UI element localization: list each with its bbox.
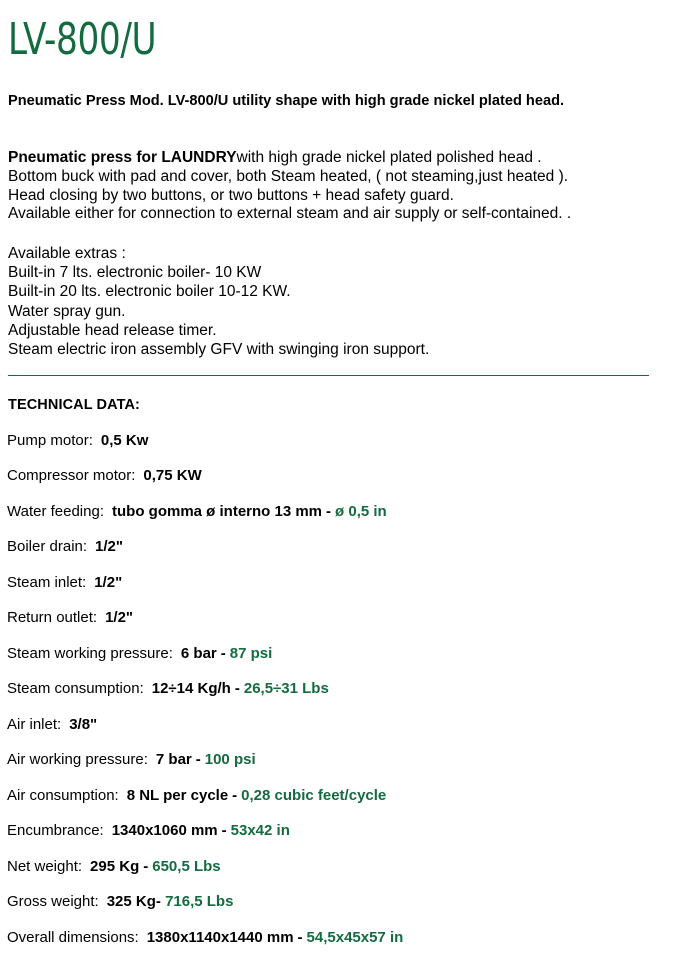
- spec-value: 1/2": [94, 574, 123, 591]
- extras-item: Adjustable head release timer.: [8, 321, 217, 339]
- spec-value: 0,5 Kw: [100, 432, 149, 449]
- spec-boiler-drain: [7, 537, 123, 557]
- spec-steam-working-pressure: [7, 644, 272, 664]
- spec-separator: -: [220, 645, 226, 662]
- spec-imperial: 0,28 cubic feet/cycle: [241, 787, 387, 804]
- spec-label: Air consumption:: [7, 787, 119, 804]
- spec-steam-consumption: [7, 679, 329, 699]
- spec-label: Gross weight:: [7, 893, 99, 910]
- extras-item: Steam electric iron assembly GFV with swinging iron support.: [8, 341, 430, 359]
- spec-air-working-pressure: [7, 750, 256, 770]
- spec-imperial: 54,5x45x57 in: [306, 929, 404, 946]
- spec-label: Steam working pressure:: [7, 645, 173, 662]
- spec-label: Steam consumption:: [7, 680, 144, 697]
- spec-imperial: 716,5 Lbs: [165, 893, 234, 910]
- description-line-4: Available either for connection to external steam and air supply or self-contained. .: [8, 205, 572, 223]
- spec-imperial: 26,5÷31 Lbs: [243, 680, 329, 697]
- spec-air-consumption: [7, 786, 386, 806]
- intro-text: Pneumatic Press Mod. LV-800/U utility shape with high grade nickel plated head.: [8, 93, 565, 109]
- description: [8, 149, 668, 224]
- spec-label: Encumbrance:: [7, 822, 104, 839]
- spec-value: 1/2": [95, 538, 124, 555]
- spec-label: Overall dimensions:: [7, 929, 139, 946]
- spec-separator: -: [326, 503, 332, 520]
- spec-value: 1/2": [105, 609, 134, 626]
- spec-label: Return outlet:: [7, 609, 98, 626]
- spec-pump-motor: [7, 431, 148, 451]
- spec-label: Boiler drain:: [7, 538, 88, 555]
- spec-separator: -: [221, 822, 227, 839]
- spec-label: Net weight:: [7, 858, 83, 875]
- description-line-1-rest: with high grade nickel plated polished head .: [236, 149, 542, 166]
- spec-value: 1380x1140x1440 mm: [146, 929, 294, 946]
- spec-separator: -: [232, 787, 238, 804]
- spec-air-inlet: [7, 715, 97, 735]
- spec-steam-inlet: [7, 573, 122, 593]
- spec-value: 295 Kg: [90, 858, 140, 875]
- spec-value: 6 bar: [180, 645, 217, 662]
- spec-label: Steam inlet:: [7, 574, 87, 591]
- section-divider: [8, 375, 649, 376]
- description-line-3: Head closing by two buttons, or two buttons + head safety guard.: [8, 186, 454, 204]
- spec-gross-weight: [7, 892, 233, 912]
- spec-label: Pump motor:: [7, 432, 93, 449]
- spec-imperial: 87 psi: [229, 645, 273, 662]
- spec-compressor-motor: [7, 466, 202, 486]
- spec-value: 8 NL per cycle: [126, 787, 229, 804]
- spec-water-feeding: [7, 502, 387, 522]
- spec-imperial: 650,5 Lbs: [152, 858, 221, 875]
- description-line-1: [8, 149, 668, 168]
- spec-value: 12÷14 Kg/h: [151, 680, 231, 697]
- extras-item: Water spray gun.: [8, 302, 126, 320]
- spec-imperial: 53x42 in: [230, 822, 290, 839]
- spec-imperial: 100 psi: [204, 751, 256, 768]
- description-line-2: Bottom buck with pad and cover, both Steam heated, ( not steaming,just heated ).: [8, 167, 569, 185]
- spec-encumbrance: [7, 821, 290, 841]
- spec-separator: -: [297, 929, 303, 946]
- spec-separator: -: [143, 858, 149, 875]
- description-highlight: Pneumatic press for LAUNDRY: [8, 149, 237, 166]
- spec-label: Air inlet:: [7, 716, 62, 733]
- spec-return-outlet: [7, 608, 133, 628]
- spec-value: tubo gomma ø interno 13 mm: [112, 503, 323, 520]
- technical-data-heading: TECHNICAL DATA:: [8, 397, 140, 413]
- spec-separator: -: [195, 751, 201, 768]
- spec-label: Air working pressure:: [7, 751, 148, 768]
- page-title: LV-800/U: [8, 14, 157, 65]
- spec-separator: -: [234, 680, 240, 697]
- spec-value: 7 bar: [155, 751, 192, 768]
- extras-heading: Available extras :: [8, 245, 126, 262]
- spec-value: 0,75 KW: [143, 467, 202, 484]
- spec-value: 325 Kg-: [106, 893, 161, 910]
- extras-item: Built-in 20 lts. electronic boiler 10-12 KW.: [8, 283, 291, 301]
- spec-overall-dimensions: [7, 928, 403, 948]
- spec-net-weight: [7, 857, 221, 877]
- extras-item: Built-in 7 lts. electronic boiler- 10 KW: [8, 264, 262, 282]
- spec-value: 3/8": [69, 716, 98, 733]
- spec-label: Water feeding:: [7, 503, 104, 520]
- spec-label: Compressor motor:: [7, 467, 136, 484]
- spec-imperial: ø 0,5 in: [335, 503, 387, 520]
- extras-list: [8, 244, 668, 359]
- spec-value: 1340x1060 mm: [111, 822, 218, 839]
